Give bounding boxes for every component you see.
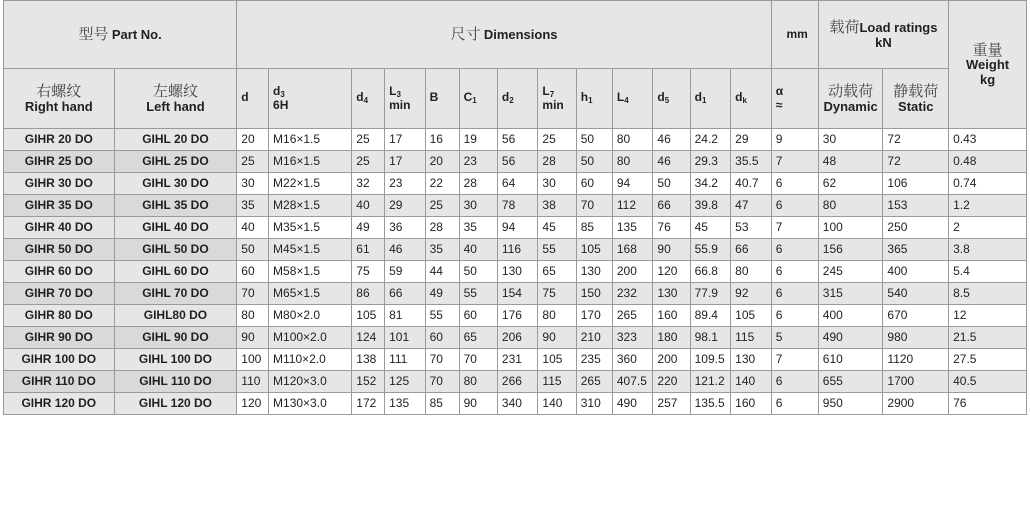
table-cell: 310 [576,393,612,415]
left-hand-part-no: GIHL 30 DO [114,173,237,195]
table-cell: 105 [576,239,612,261]
table-cell: 35 [237,195,269,217]
table-cell: 40.5 [949,371,1027,393]
table-cell: M16×1.5 [269,151,352,173]
table-cell: 35 [459,217,497,239]
table-cell: 55 [425,305,459,327]
table-cell: 30 [237,173,269,195]
table-row [4,371,1027,393]
table-cell: 38 [538,195,576,217]
table-cell: 3.8 [949,239,1027,261]
static-header: 静载荷 Static [883,69,949,129]
right-hand-part-no: GIHR 25 DO [4,151,115,173]
table-cell: 152 [352,371,385,393]
table-cell: 22 [425,173,459,195]
left-hand-part-no: GIHL 40 DO [114,217,237,239]
table-cell: 25 [425,195,459,217]
table-cell: 80 [538,305,576,327]
table-cell: 48 [818,151,883,173]
table-cell: 135.5 [690,393,731,415]
table-cell: 76 [653,217,690,239]
right-hand-part-no: GIHR 35 DO [4,195,115,217]
table-cell: 120 [237,393,269,415]
table-cell: 6 [771,239,818,261]
table-cell: M45×1.5 [269,239,352,261]
table-cell: 9 [771,129,818,151]
table-cell: 49 [425,283,459,305]
table-cell: 89.4 [690,305,731,327]
table-cell: M130×3.0 [269,393,352,415]
table-cell: 160 [731,393,772,415]
table-cell: 365 [883,239,949,261]
table-cell: 40.7 [731,173,772,195]
table-cell: 45 [538,217,576,239]
table-cell: 7 [771,217,818,239]
table-cell: 59 [385,261,426,283]
table-cell: 121.2 [690,371,731,393]
table-cell: 5 [771,327,818,349]
right-hand-part-no: GIHR 30 DO [4,173,115,195]
table-cell: 80 [459,371,497,393]
table-cell: 540 [883,283,949,305]
dim-col-header: h1 [576,69,612,129]
table-cell: 655 [818,371,883,393]
table-cell: 24.2 [690,129,731,151]
table-cell: 1120 [883,349,949,371]
left-hand-part-no: GIHL 60 DO [114,261,237,283]
weight-header: 重量 Weight kg [949,1,1027,129]
table-cell: 85 [425,393,459,415]
table-cell: 90 [538,327,576,349]
table-cell: 0.48 [949,151,1027,173]
table-cell: 16 [425,129,459,151]
left-hand-part-no: GIHL 110 DO [114,371,237,393]
table-cell: 47 [731,195,772,217]
right-hand-part-no: GIHR 110 DO [4,371,115,393]
table-cell: 140 [731,371,772,393]
dynamic-header: 动载荷 Dynamic [818,69,883,129]
table-cell: 25 [538,129,576,151]
table-cell: M65×1.5 [269,283,352,305]
right-hand-part-no: GIHR 20 DO [4,129,115,151]
table-row [4,349,1027,371]
table-cell: 160 [653,305,690,327]
left-hand-part-no: GIHL 70 DO [114,283,237,305]
table-cell: 250 [883,217,949,239]
table-cell: 115 [731,327,772,349]
table-cell: 78 [497,195,538,217]
table-cell: 70 [576,195,612,217]
table-cell: 70 [425,349,459,371]
table-cell: 980 [883,327,949,349]
table-cell: 400 [818,305,883,327]
table-cell: 40 [352,195,385,217]
table-cell: 55 [459,283,497,305]
table-cell: 90 [459,393,497,415]
table-cell: 29.3 [690,151,731,173]
table-cell: 60 [459,305,497,327]
table-cell: 72 [883,151,949,173]
table-cell: 50 [459,261,497,283]
table-cell: 200 [612,261,653,283]
table-cell: 0.74 [949,173,1027,195]
table-row [4,217,1027,239]
table-cell: 100 [237,349,269,371]
table-cell: 25 [352,151,385,173]
table-cell: 176 [497,305,538,327]
table-cell: 130 [731,349,772,371]
table-cell: 100 [818,217,883,239]
table-cell: 257 [653,393,690,415]
table-cell: 323 [612,327,653,349]
table-row [4,239,1027,261]
left-hand-part-no: GIHL 50 DO [114,239,237,261]
table-cell: 168 [612,239,653,261]
table-cell: 7 [771,151,818,173]
table-cell: 72 [883,129,949,151]
table-cell: 65 [459,327,497,349]
table-cell: 21.5 [949,327,1027,349]
right-hand-part-no: GIHR 90 DO [4,327,115,349]
right-hand-part-no: GIHR 40 DO [4,217,115,239]
table-row [4,261,1027,283]
left-hand-part-no: GIHL 100 DO [114,349,237,371]
table-cell: 2 [949,217,1027,239]
left-hand-part-no: GIHL 20 DO [114,129,237,151]
table-cell: 28 [425,217,459,239]
right-hand-part-no: GIHR 50 DO [4,239,115,261]
left-hand-header: 左螺纹 Left hand [114,69,237,129]
table-cell: 30 [818,129,883,151]
dimensions-header: 尺寸 Dimensions [237,1,771,69]
table-cell: 28 [538,151,576,173]
table-cell: M28×1.5 [269,195,352,217]
table-cell: 19 [459,129,497,151]
table-cell: 28 [459,173,497,195]
table-cell: 81 [385,305,426,327]
table-cell: 65 [538,261,576,283]
table-cell: 46 [385,239,426,261]
table-cell: 98.1 [690,327,731,349]
table-cell: 34.2 [690,173,731,195]
table-cell: 86 [352,283,385,305]
dim-col-header: L7 min [538,69,576,129]
table-cell: 6 [771,261,818,283]
table-cell: 94 [497,217,538,239]
dim-col-header: d5 [653,69,690,129]
table-cell: 50 [576,129,612,151]
dim-col-header: L3 min [385,69,426,129]
table-cell: 610 [818,349,883,371]
table-cell: 25 [352,129,385,151]
table-cell: 29 [731,129,772,151]
table-cell: 112 [612,195,653,217]
table-cell: 30 [459,195,497,217]
table-cell: 39.8 [690,195,731,217]
table-cell: 315 [818,283,883,305]
table-cell: 90 [237,327,269,349]
table-cell: 85 [576,217,612,239]
table-cell: 12 [949,305,1027,327]
left-hand-part-no: GIHL80 DO [114,305,237,327]
table-cell: 50 [576,151,612,173]
table-cell: 265 [576,371,612,393]
table-cell: 110 [237,371,269,393]
table-cell: 180 [653,327,690,349]
table-cell: 6 [771,173,818,195]
table-cell: 138 [352,349,385,371]
table-cell: 23 [459,151,497,173]
table-cell: 200 [653,349,690,371]
table-cell: 266 [497,371,538,393]
table-cell: 125 [385,371,426,393]
table-cell: 55.9 [690,239,731,261]
table-cell: 109.5 [690,349,731,371]
spec-table-body [4,129,1027,415]
table-cell: 105 [538,349,576,371]
part-no-header: 型号 Part No. [4,1,237,69]
table-cell: 210 [576,327,612,349]
table-cell: 75 [538,283,576,305]
dim-col-header: d2 [497,69,538,129]
table-cell: 70 [425,371,459,393]
table-cell: 17 [385,129,426,151]
table-cell: M35×1.5 [269,217,352,239]
table-cell: 32 [352,173,385,195]
table-cell: 40 [459,239,497,261]
table-cell: 80 [237,305,269,327]
table-cell: 490 [818,327,883,349]
right-hand-header: 右螺纹 Right hand [4,69,115,129]
table-cell: 66.8 [690,261,731,283]
table-cell: 45 [690,217,731,239]
table-cell: 66 [653,195,690,217]
table-cell: 106 [883,173,949,195]
table-row [4,195,1027,217]
table-cell: 61 [352,239,385,261]
table-cell: 400 [883,261,949,283]
table-cell: 6 [771,195,818,217]
table-cell: 360 [612,349,653,371]
table-cell: 92 [731,283,772,305]
left-hand-part-no: GIHL 120 DO [114,393,237,415]
table-cell: 172 [352,393,385,415]
table-cell: 20 [425,151,459,173]
table-cell: 340 [497,393,538,415]
table-cell: 220 [653,371,690,393]
table-cell: M100×2.0 [269,327,352,349]
table-cell: 490 [612,393,653,415]
table-cell: 111 [385,349,426,371]
table-cell: 80 [612,151,653,173]
table-cell: 670 [883,305,949,327]
right-hand-part-no: GIHR 70 DO [4,283,115,305]
table-cell: 1700 [883,371,949,393]
table-cell: M58×1.5 [269,261,352,283]
table-cell: 20 [237,129,269,151]
table-cell: 150 [576,283,612,305]
table-cell: 2900 [883,393,949,415]
table-cell: 35 [425,239,459,261]
dim-col-header: C1 [459,69,497,129]
table-cell: 70 [459,349,497,371]
table-cell: 56 [497,129,538,151]
table-cell: 46 [653,151,690,173]
right-hand-part-no: GIHR 60 DO [4,261,115,283]
table-cell: 25 [237,151,269,173]
table-cell: 130 [576,261,612,283]
table-row [4,151,1027,173]
table-row [4,129,1027,151]
table-cell: 64 [497,173,538,195]
table-cell: 124 [352,327,385,349]
table-cell: 154 [497,283,538,305]
table-cell: 265 [612,305,653,327]
table-cell: 130 [653,283,690,305]
table-cell: 235 [576,349,612,371]
table-cell: 50 [237,239,269,261]
right-hand-part-no: GIHR 120 DO [4,393,115,415]
table-cell: 80 [818,195,883,217]
right-hand-part-no: GIHR 100 DO [4,349,115,371]
table-cell: 66 [731,239,772,261]
table-cell: 49 [352,217,385,239]
table-cell: 30 [538,173,576,195]
table-cell: 156 [818,239,883,261]
table-cell: 55 [538,239,576,261]
table-cell: 231 [497,349,538,371]
table-cell: 80 [731,261,772,283]
table-cell: 90 [653,239,690,261]
table-cell: 116 [497,239,538,261]
table-cell: M80×2.0 [269,305,352,327]
table-row [4,283,1027,305]
left-hand-part-no: GIHL 25 DO [114,151,237,173]
load-ratings-header: 载荷Load ratings kN [818,1,948,69]
table-cell: M110×2.0 [269,349,352,371]
table-cell: 76 [949,393,1027,415]
left-hand-part-no: GIHL 35 DO [114,195,237,217]
table-cell: 101 [385,327,426,349]
table-cell: 40 [237,217,269,239]
dim-col-header: d1 [690,69,731,129]
table-cell: 29 [385,195,426,217]
table-cell: 60 [576,173,612,195]
table-cell: 46 [653,129,690,151]
table-cell: 115 [538,371,576,393]
table-cell: 77.9 [690,283,731,305]
table-row [4,173,1027,195]
table-cell: 135 [385,393,426,415]
dim-col-header: α ≈ [771,69,818,129]
table-cell: 232 [612,283,653,305]
table-cell: 140 [538,393,576,415]
table-cell: 17 [385,151,426,173]
table-row [4,327,1027,349]
table-cell: 56 [497,151,538,173]
table-cell: 36 [385,217,426,239]
table-cell: 80 [612,129,653,151]
table-cell: 6 [771,393,818,415]
dim-col-header: L4 [612,69,653,129]
left-hand-part-no: GIHL 90 DO [114,327,237,349]
table-cell: 170 [576,305,612,327]
table-cell: M16×1.5 [269,129,352,151]
table-cell: M22×1.5 [269,173,352,195]
table-cell: 950 [818,393,883,415]
table-cell: 153 [883,195,949,217]
table-cell: 7 [771,349,818,371]
table-cell: M120×3.0 [269,371,352,393]
table-cell: 245 [818,261,883,283]
table-cell: 66 [385,283,426,305]
table-cell: 60 [237,261,269,283]
table-cell: 44 [425,261,459,283]
table-cell: 8.5 [949,283,1027,305]
table-cell: 53 [731,217,772,239]
table-cell: 130 [497,261,538,283]
table-cell: 75 [352,261,385,283]
dim-col-header: B [425,69,459,129]
table-cell: 35.5 [731,151,772,173]
table-cell: 6 [771,305,818,327]
table-cell: 27.5 [949,349,1027,371]
table-cell: 105 [352,305,385,327]
table-cell: 6 [771,283,818,305]
right-hand-part-no: GIHR 80 DO [4,305,115,327]
table-cell: 62 [818,173,883,195]
table-cell: 135 [612,217,653,239]
table-cell: 206 [497,327,538,349]
dim-col-header: d4 [352,69,385,129]
table-cell: 5.4 [949,261,1027,283]
table-cell: 105 [731,305,772,327]
table-cell: 407.5 [612,371,653,393]
table-cell: 0.43 [949,129,1027,151]
table-cell: 120 [653,261,690,283]
table-cell: 23 [385,173,426,195]
dim-col-header: d3 6H [269,69,352,129]
table-row [4,393,1027,415]
table-cell: 70 [237,283,269,305]
spec-table [3,0,1027,415]
table-cell: 6 [771,371,818,393]
unit-mm-header: mm [771,1,818,69]
table-row [4,305,1027,327]
table-cell: 50 [653,173,690,195]
table-cell: 94 [612,173,653,195]
dim-col-header: dk [731,69,772,129]
dim-col-header: d [237,69,269,129]
table-cell: 60 [425,327,459,349]
table-cell: 1.2 [949,195,1027,217]
